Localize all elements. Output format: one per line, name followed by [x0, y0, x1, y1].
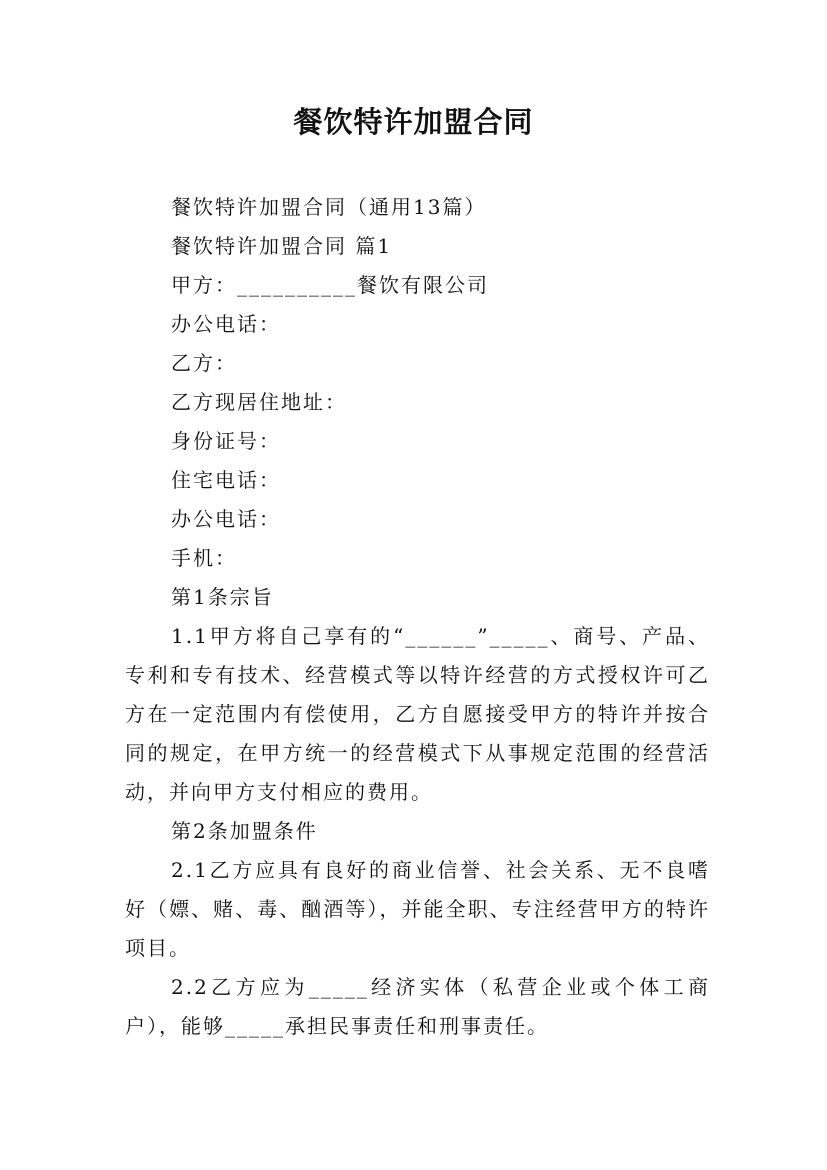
article-1-clause-1: 1.1甲方将自己享有的“______”_____、商号、产品、专利和专有技术、经营模式等以特许经营的方式授权许可乙方在一定范围内有偿使用，乙方自愿接受甲方的特许并按合同的规定，在甲方统一的经营模式下从事规定范围的经营活动，并向甲方支付相应的费用。: [125, 624, 710, 804]
document-body: [125, 188, 710, 1046]
party-b-office-phone: 办公电话：: [171, 507, 281, 531]
party-a-line: 甲方：__________餐饮有限公司: [171, 273, 489, 297]
mobile-field: 手机：: [171, 546, 237, 570]
document-title: 餐饮特许加盟合同: [293, 105, 534, 139]
id-number-field: 身份证号：: [171, 429, 281, 453]
section-heading: 餐饮特许加盟合同 篇1: [171, 234, 393, 258]
party-a-office-phone: 办公电话：: [171, 312, 281, 336]
article-1-title: 第1条宗旨: [171, 585, 274, 609]
article-2-clause-2: 2.2乙方应为_____经济实体（私营企业或个体工商户），能够_____承担民事责任和刑事责任。: [125, 975, 710, 1038]
party-b-address: 乙方现居住地址：: [171, 390, 347, 414]
article-2-title: 第2条加盟条件: [171, 819, 318, 843]
document-subtitle: 餐饮特许加盟合同（通用13篇）: [171, 195, 487, 219]
article-2-clause-1: 2.1乙方应具有良好的商业信誉、社会关系、无不良嗜好（嫖、赌、毒、酗酒等），并能全职、专注经营甲方的特许项目。: [125, 858, 710, 960]
party-b-line: 乙方：: [171, 351, 237, 375]
home-phone-field: 住宅电话：: [171, 468, 281, 492]
